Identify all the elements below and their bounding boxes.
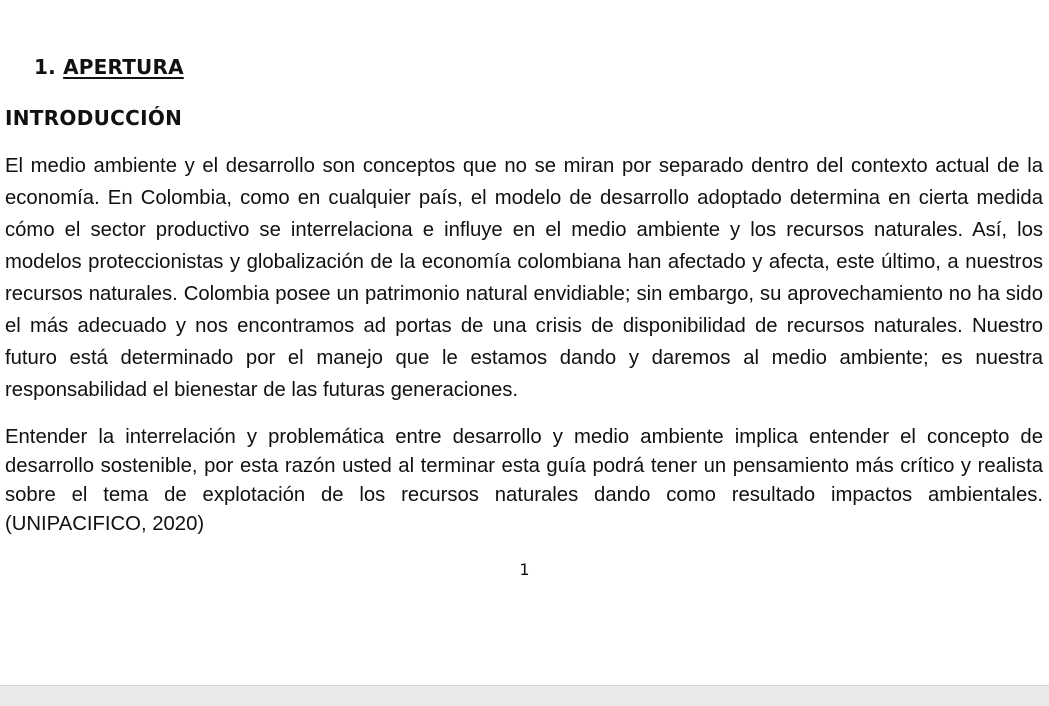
- page-number: 1: [519, 560, 530, 579]
- paragraph-objective: Entender la interrelación y problemática entre desarrollo y medio ambiente implica entender el concepto de desarrollo sostenible, por esta razón usted al terminar esta guía podrá tener un pensamiento más crítico y realista sobre el tema de explotación de los recursos naturales dando como resultado impactos ambientales. (UNIPACIFICO, 2020): [5, 426, 1043, 535]
- section-title: APERTURA: [63, 55, 184, 79]
- section-heading: [34, 55, 184, 79]
- viewer-bottom-bar: [0, 685, 1049, 706]
- subheading-introduccion: INTRODUCCIÓN: [5, 106, 183, 130]
- section-number: 1.: [34, 55, 56, 79]
- paragraph-intro: El medio ambiente y el desarrollo son conceptos que no se miran por separado dentro del contexto actual de la economía. En Colombia, como en cualquier país, el modelo de desarrollo adoptado determina en cierta medida cómo el sector productivo se interrelaciona e influye en el medio ambiente y los recursos naturales. Así, los modelos proteccionistas y globalización de la economía colombiana han afectado y afecta, este último, a nuestros recursos naturales. Colombia posee un patrimonio natural envidiable; sin embargo, su aprovechamiento no ha sido el más adecuado y nos encontramos ad portas de una crisis de disponibilidad de recursos naturales. Nuestro futuro está determinado por el manejo que le estamos dando y daremos al medio ambiente; es nuestra responsabilidad el bienestar de las futuras generaciones.: [5, 155, 1043, 401]
